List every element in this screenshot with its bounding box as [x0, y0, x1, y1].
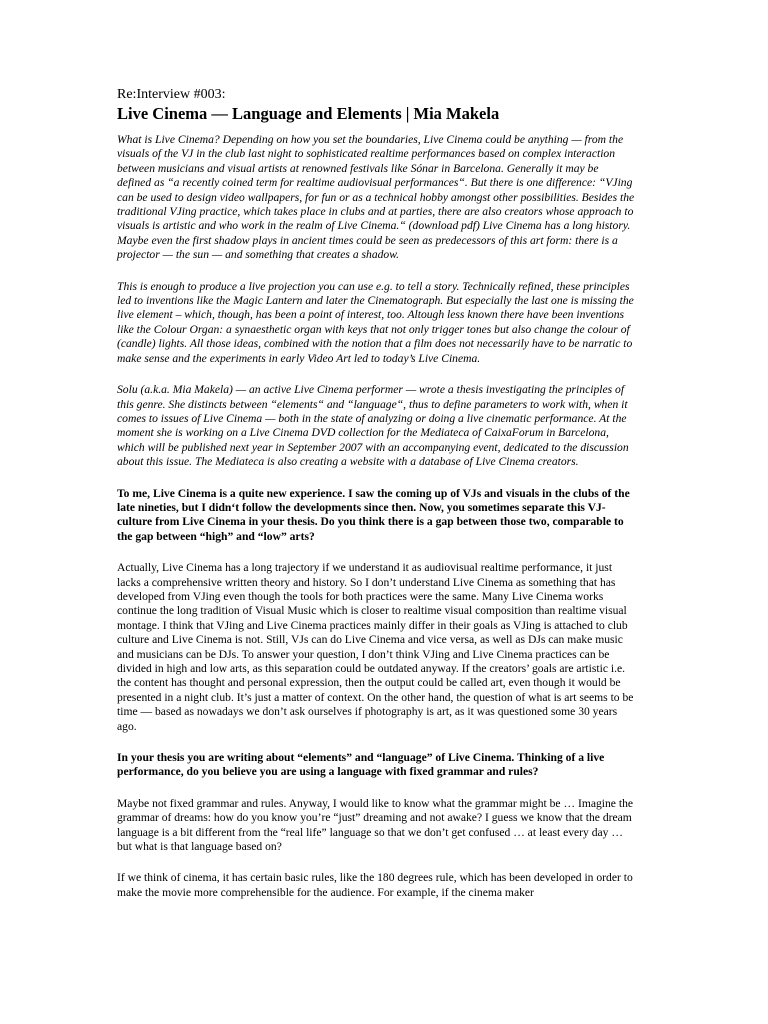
interview-question: In your thesis you are writing about “elements” and “language” of Live Cinema. Thinking of a live performance, do you believe you are using a language with fixed grammar and rules? — [117, 751, 605, 779]
interview-answer: Maybe not fixed grammar and rules. Anyway, I would like to know what the grammar might be … Imagine the grammar of dreams: how do you know you’re “just” dreaming and not awake? I guess we know that the dream language is a bit different from the “real life” language so that we don’t get confused … at least every day … but what is that language based on? — [117, 796, 634, 854]
interview-answer: If we think of cinema, it has certain basic rules, like the 180 degrees rule, which has been developed in order to make the movie more comprehensible for the audience. For example, if the cinema maker — [117, 871, 633, 899]
intro-paragraph: What is Live Cinema? Depending on how you set the boundaries, Live Cinema could be anything — from the visuals of the VJ in the club last night to sophisticated realtime performances based on complex interaction between musicians and visual artists at renowned festivals like Sónar in Barcelona. Generally it may be defined as “a recently coined term for realtime audiovisual performances“. But there is one difference: “VJing can be used to design video wallpapers, for fun or as a technical hobby amongst other possibilities. Besides the traditional VJing practice, which takes place in clubs and at parties, there are also creators whose approach to visuals is artistic and who work in the realm of Live Cinema.“ (download pdf) Live Cinema has a long history. Maybe even the first shadow plays in ancient times could be seen as predecessors of this art form: there is a projector — the sun — and something that creates a shadow. — [117, 133, 635, 262]
interview-question: To me, Live Cinema is a quite new experience. I saw the coming up of VJs and visuals in the clubs of the late nineties, but I didn‘t follow the developments since then. Now, you sometimes separate this VJ-culture from Live Cinema in your thesis. Do you think there is a gap between those two, comparable to the gap between “high” and “low” arts? — [117, 486, 630, 543]
interview-series-label: Re:Interview #003: — [117, 87, 226, 102]
document-page — [117, 86, 635, 917]
intro-paragraph: This is enough to produce a live projection you can use e.g. to tell a story. Technically refined, these principles led to inventions like the Magic Lantern and later the Cinematograph. But especially the last one is missing the live element – which, though, has been a point of interest, too. Altough less known there have been inventions like the Colour Organ: a synaesthetic organ with keys that not only trigger tones but also change the colour of (candle) lights. All those ideas, combined with the notion that a film does not necessarily have to be narratic to make sense and the experiments in early Video Art led to today’s Live Cinema. — [117, 279, 634, 365]
article-title: Live Cinema — Language and Elements | Mia Makela — [117, 104, 500, 123]
interview-answer: Actually, Live Cinema has a long trajectory if we understand it as audiovisual realtime performance, it just lacks a comprehensive written theory and history. So I don’t understand Live Cinema as something that has developed from VJing even though the tools for both practices were the same. Many Live Cinema works continue the long tradition of Visual Music which is closer to realtime visual composition than realtime visual montage. I think that VJing and Live Cinema practices mainly differ in their goals as VJing is attached to club culture and Live Cinema is not. Still, VJs can do Live Cinema and vice versa, as well as DJs can make music and musicians can be DJs. To answer your question, I don’t think VJing and Live Cinema practices can be divided in high and low arts, as this separation could be outdated anyway. If the creators’ goals are artistic i.e. the content has thought and personal expression, then the output could be called art, even though it would be presented in a night club. It’s just a matter of context. On the other hand, the question of what is art seems to be time — based as nowadays we don’t ask ourselves if photography is art, as it was questioned some 30 years ago. — [117, 561, 634, 733]
intro-paragraph: Solu (a.k.a. Mia Makela) — an active Live Cinema performer — wrote a thesis investigating the principles of this genre. She distincts between “elements“ and “language“, thus to define parameters to work with, when it comes to issues of Live Cinema — both in the state of analyzing or doing a live cinematic performance. At the moment she is working on a Live Cinema DVD collection for the Mediateca of CaixaForum in Barcelona, which will be published next year in September 2007 with an accompanying event, dedicated to the discussion about this issue. The Mediateca is also creating a website with a database of Live Cinema creators. — [117, 383, 629, 469]
